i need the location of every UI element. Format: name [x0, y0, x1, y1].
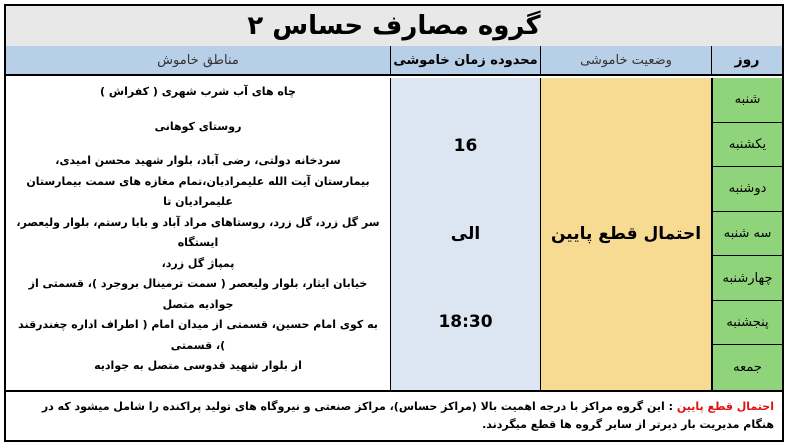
status-cell: احتمال قطع پایین [541, 78, 712, 390]
area-line: سردخانه دولتی، رضی آباد، بلوار شهید محسن امیدی، [55, 154, 341, 167]
range-to: 18:30 [438, 312, 493, 332]
area-line: بیمارستان آیت الله علیمرادیان،تمام مغازه های سمت بیمارستان علیمرادیان تا [26, 174, 370, 208]
day-cell: شنبه [712, 78, 782, 123]
range-from: 16 [453, 136, 478, 156]
day-cell: دوشنبه [712, 167, 782, 212]
header-status: وضعیت خاموشی [541, 46, 712, 76]
areas-cell [6, 78, 391, 390]
footnote-text: : این گروه مراکز با درجه اهمیت بالا (مراکز حساس)، مراکز صنعتی و نیروگاه های تولید پراکنده را شامل میشود که در هنگام مدیریت بار دیرتر از سایر گروه ها قطع میگردند. [41, 400, 774, 431]
header-day: روز [712, 46, 782, 76]
range-cell [391, 78, 541, 390]
days-column [712, 78, 782, 390]
day-cell: سه شنبه [712, 212, 782, 257]
header-areas: مناطق خاموش [6, 46, 391, 76]
area-line: به کوی امام حسین، قسمتی از میدان امام ( اطراف اداره چغندرقند )، قسمتی [18, 318, 378, 352]
header-range: محدوده زمان خاموشی [391, 46, 541, 76]
day-cell: چهارشنبه [712, 256, 782, 301]
schedule-table [4, 4, 784, 442]
area-line: خیابان ایثار، بلوار ولیعصر ( سمت ترمینال بروجرد )، قسمتی از جواديه متصل [28, 277, 368, 311]
area-line: از بلوار شهید قدوسی متصل به جواديه [94, 359, 302, 372]
area-line: سر گل زرد، گل زرد، روستاهای مراد آباد و بابا رستم، بلوار ولیعصر، ایستگاه [16, 215, 380, 249]
range-separator: الی [450, 224, 481, 244]
footnote-label: احتمال قطع پایین [676, 400, 774, 413]
area-line: چاه های آب شرب شهری ( کفراش ) [100, 85, 296, 98]
footnote [6, 390, 782, 440]
area-line: پمپاژ گل زرد، [161, 256, 235, 270]
area-line: روستای کوهانی [154, 119, 242, 133]
day-cell: یکشنبه [712, 123, 782, 168]
day-cell: پنجشنبه [712, 301, 782, 346]
page-title: گروه مصارف حساس ۲ [6, 6, 782, 47]
day-cell: جمعه [712, 345, 782, 390]
